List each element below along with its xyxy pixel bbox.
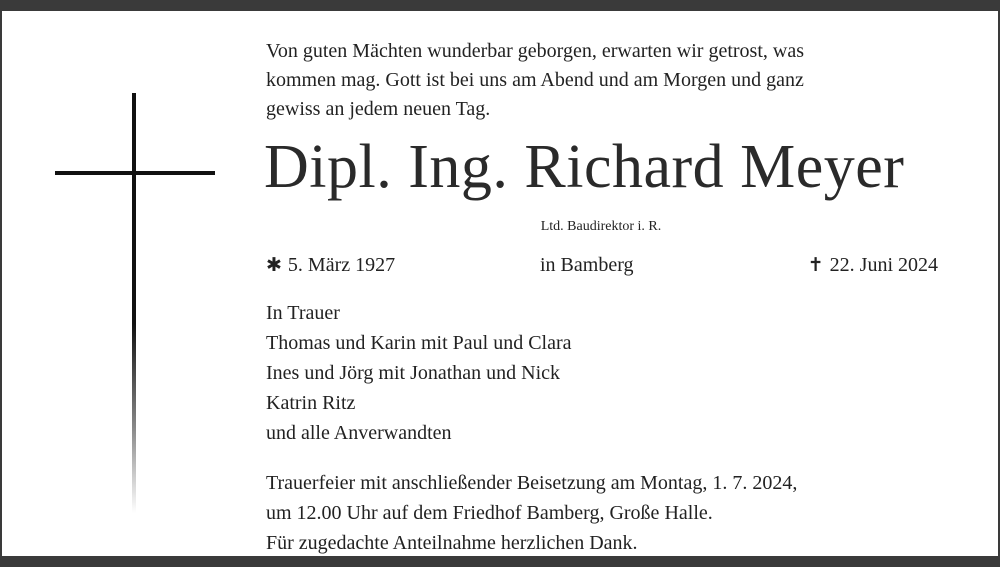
service-line: Trauerfeier mit anschließender Beisetzung am Montag, 1. 7. 2024, xyxy=(266,472,798,494)
mourners-list xyxy=(266,298,866,448)
cross-icon xyxy=(132,93,136,513)
birth-date-text: 5. März 1927 xyxy=(287,254,396,276)
mourners-line: und alle Anverwandten xyxy=(266,422,452,444)
service-line: Für zugedachte Anteilnahme herzlichen Dank. xyxy=(266,532,638,554)
birth-date xyxy=(266,251,395,279)
mourners-line: Thomas und Karin mit Paul und Clara xyxy=(266,332,572,354)
verse-line: Von guten Mächten wunderbar geborgen, erwarten wir getrost, was xyxy=(266,40,804,62)
cross-icon-beam xyxy=(55,171,215,175)
mourners-line: In Trauer xyxy=(266,302,340,324)
service-line: um 12.00 Uhr auf dem Friedhof Bamberg, Große Halle. xyxy=(266,502,713,524)
deceased-name: Dipl. Ing. Richard Meyer xyxy=(264,133,905,201)
verse xyxy=(266,37,906,124)
deceased-title: Ltd. Baudirektor i. R. xyxy=(540,219,662,234)
service-info xyxy=(266,468,946,558)
verse-line: kommen mag. Gott ist bei uns am Abend und am Morgen und ganz xyxy=(266,69,804,91)
death-date xyxy=(808,251,938,279)
verse-line: gewiss an jedem neuen Tag. xyxy=(266,98,491,120)
place: in Bamberg xyxy=(540,254,634,276)
death-date-text: 22. Juni 2024 xyxy=(829,254,938,276)
birth-star-icon: ✱ xyxy=(266,254,282,276)
death-cross-icon: ✝ xyxy=(807,254,824,276)
mourners-line: Ines und Jörg mit Jonathan und Nick xyxy=(266,362,561,384)
life-dates xyxy=(266,251,938,279)
mourners-line: Katrin Ritz xyxy=(266,392,356,414)
